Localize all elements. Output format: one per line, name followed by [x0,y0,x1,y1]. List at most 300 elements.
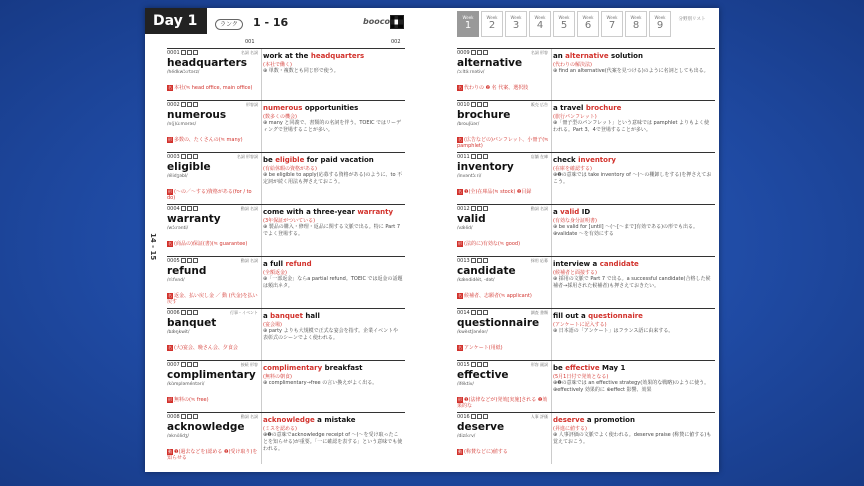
pronunciation: /vǽlid/ [457,226,473,231]
week-label: Week [510,15,522,20]
meaning [457,241,549,247]
example-phrase [263,260,312,268]
example-phrase [553,312,643,320]
checkbox-icon[interactable] [483,102,488,107]
part-of-speech-badge: 動 [458,449,462,454]
day-title: Day 1 [145,8,207,34]
entry-row [457,360,715,412]
explanation: ⊕ 人事評価の文脈でよく使われる。deserve praise (称賛に値する)も覚えておこう。 [553,432,712,445]
checkbox-icon[interactable] [187,310,192,315]
checkbox-icon[interactable] [193,414,198,419]
entry-row [167,360,405,412]
pronunciation: /ɔːltə́ːrnətiv/ [457,70,485,75]
entry-row [457,48,715,100]
phrase-translation: (本社で働く) [263,62,292,68]
word-column [457,205,552,256]
phrase-column [553,101,715,152]
phrase-translation: (5月1日付で発効となる) [553,374,609,380]
week-number: 5 [560,20,568,31]
example-phrase [553,104,621,112]
phrase-translation: (アンケートに記入する) [553,322,607,328]
meaning-text: ❶(法律などが)発効[実施]される ❷効果的な [457,397,548,409]
phrase-column [263,257,405,308]
checkbox-icon[interactable] [193,258,198,263]
phrase-column [553,153,715,204]
entry-number: 0004 [167,206,198,212]
phrase-column [263,101,405,152]
meaning-text: (〜の／〜する)資格がある(for / to do) [167,189,252,201]
entry-row [457,308,715,360]
meaning-text: ❶(過去などを)認める ❷(受け取り)を知らせる [167,449,258,461]
pronunciation: /ríːfʌnd/ [167,278,185,283]
checkbox-icon[interactable] [483,50,488,55]
part-of-speech-badge: 形 [168,189,172,194]
explanation: ⊕ many と同義で、書類的の名詞を伴う。TOEIC ではリーディングで登場することが多い。 [263,120,402,133]
headword: alternative [457,57,523,69]
phrase-translation: (全額返金) [263,270,287,276]
phrase-column [553,257,715,308]
checkbox-icon[interactable] [187,206,192,211]
checkbox-icon[interactable] [471,362,476,367]
week-number: 2 [488,20,496,31]
meaning-text: 代わりの ❷ 名 代案、選択肢 [464,85,529,91]
phrase-translation: (在庫を確認する) [553,166,592,172]
phrase-translation: (昇進に値する) [553,426,587,432]
checkbox-icon[interactable] [187,154,192,159]
checkbox-icon[interactable] [471,206,476,211]
checkbox-icon[interactable] [187,102,192,107]
phrase-translation: (代わりの解決法) [553,62,592,68]
checkbox-icon[interactable] [193,362,198,367]
checkbox-icon[interactable] [471,258,476,263]
checkbox-icon[interactable] [181,362,186,367]
week-label: Week [558,15,570,20]
phrase-highlight: effective [565,364,600,372]
week-label: Week [486,15,498,20]
word-column [167,101,262,152]
checkbox-icon[interactable] [181,310,186,315]
word-column [457,309,552,360]
checkbox-icon[interactable] [187,258,192,263]
explanation: ⊕「冊子型のパンフレット」という意味では pamphlet よりもよく使われる。Part 3、4で登場することが多い。 [553,120,709,133]
week-number: 8 [632,20,640,31]
entry-number: 0005 [167,258,198,264]
headword: inventory [457,161,514,173]
headword: warranty [167,213,221,225]
entry-row [457,256,715,308]
phrase-highlight: valid [560,208,580,216]
explanation: ⊕ complimentary→free の言い換えがよく出る。 [263,380,378,386]
pronunciation: /kɑ̀mpləméntəri/ [167,382,205,387]
entry-number: 0014 [457,310,488,316]
phrase-pre: a [553,208,561,216]
part-of-speech-badge: 名 [168,241,172,246]
meaning-text: 候補者、志願者(≒ applicant) [464,293,532,299]
entry-number: 0002 [167,102,198,108]
entry-number: 0008 [167,414,198,420]
entry-row [167,48,405,100]
headword: effective [457,369,509,381]
entry-category: 名詞 名詞 [240,50,258,55]
example-phrase [263,364,362,372]
checkbox-icon[interactable] [193,154,198,159]
headword: refund [167,265,207,277]
phrase-pre: an [553,52,566,60]
phrase-translation: (旅行パンフレット) [553,114,597,120]
example-phrase [263,416,355,424]
checkbox-icon[interactable] [193,102,198,107]
explanation: ⊕「一部返金」ならa partial refund。TOEIC では返金の話題は頻出ネタ。 [263,276,403,289]
entry-number: 0011 [457,154,488,160]
explanation: ⊕❷の意味では an effective strategy(効果的な戦略)のように使う。 ⊕effectively 効果的に ⊕effect 影響、効果 [553,380,710,393]
meaning-text: ❶(全)在庫品(≒ stock) ❷目録 [464,189,532,195]
phrase-translation: (3年保証がついている) [263,218,316,224]
checkbox-icon[interactable] [483,310,488,315]
entry-category: 動詞 名詞 [530,206,548,211]
meaning [457,293,549,299]
meaning [457,137,549,149]
checkbox-icon[interactable] [471,154,476,159]
pronunciation: /wɔ́ːrənti/ [167,226,189,231]
checkbox-icon[interactable] [477,414,482,419]
word-column [457,153,552,204]
week-label: Week [582,15,594,20]
phrase-column [553,413,715,464]
meaning [167,345,259,351]
phrase-pre: check [553,156,579,164]
pronunciation: /élidʒəbl/ [167,174,188,179]
meaning-text: (大)宴会、晩さん会、夕食会 [174,345,238,351]
checkbox-icon[interactable] [193,206,198,211]
phrase-translation: (候補者と面接する) [553,270,597,276]
phrase-post: solution [608,52,643,60]
checkbox-icon[interactable] [471,50,476,55]
word-range: 1 - 16 [253,16,289,29]
headword: complimentary [167,369,256,381]
checkbox-icon[interactable] [483,362,488,367]
example-phrase [553,156,616,164]
entry-list-right [457,48,715,464]
tab-week-4[interactable] [529,11,551,37]
word-column [457,413,552,464]
entry-row [167,308,405,360]
part-of-speech-badge: 形 [458,241,462,246]
checkbox-icon[interactable] [477,206,482,211]
pronunciation: /ínvəntɔ̀ːri/ [457,174,482,179]
phrase-translation: (ミスを認める) [263,426,297,432]
entry-number: 0010 [457,102,488,108]
part-of-speech-badge: 形 [458,397,462,402]
part-of-speech-badge: 名 [168,293,172,298]
entry-number: 0016 [457,414,488,420]
meaning [167,241,259,247]
entry-category: 名詞 形容 [530,50,548,55]
phrase-highlight: eligible [275,156,305,164]
meaning [167,293,259,305]
entry-row [167,100,405,152]
entry-number: 0015 [457,362,488,368]
entry-row [457,204,715,256]
headword: candidate [457,265,516,277]
part-of-speech-badge: 形 [168,397,172,402]
explanation: ⊕ party よりも大規模で正式な宴会を指す。企業イベントや表彰式のシーンでよく使われる。 [263,328,399,341]
meaning-text: (商品の)保証(書)(≒ guarantee) [174,241,248,247]
headword: banquet [167,317,217,329]
checkbox-icon[interactable] [187,50,192,55]
explanation: ⊕❷の意味では take inventory of 〜(〜の棚卸しをする)を押さえておこう。 [553,172,712,185]
week-number: 3 [512,20,520,31]
entry-number: 0009 [457,50,488,56]
phrase-highlight: complimentary [263,364,323,372]
phrase-column [263,361,405,412]
pronunciation: /iféktiv/ [457,382,474,387]
phrase-post: for paid vacation [304,156,374,164]
phrase-pre: interview a [553,260,600,268]
checkbox-icon[interactable] [193,50,198,55]
pronunciation: /əknɑ́lidʒ/ [167,434,190,439]
entry-row [457,152,715,204]
meaning [457,189,549,195]
tab-week-2[interactable] [481,11,503,37]
phrase-post: breakfast [322,364,363,372]
part-of-speech-badge: 名 [458,85,462,90]
phrase-highlight: alternative [565,52,609,60]
entry-category: 形容 副詞 [530,362,548,367]
entry-number: 0012 [457,206,488,212]
meaning [167,397,259,403]
example-phrase [263,312,320,320]
phrase-pre: be [263,156,276,164]
explanation: ⊕ 単数・複数とも同じ形で使う。 [263,68,339,74]
phrase-post: a mistake [314,416,356,424]
phrase-pre: a [263,312,271,320]
tab-week-9[interactable] [649,11,671,37]
meaning [457,345,549,351]
entry-category: 動詞 名詞 [240,258,258,263]
review-list-tab[interactable]: 分野別リスト [678,17,706,22]
entry-category: 行事・イベント [230,310,258,315]
entry-number: 0007 [167,362,198,368]
explanation: ⊕ 日本語の「アンケート」はフランス語に由来する。 [553,328,674,334]
part-of-speech-badge: 形 [168,137,172,142]
pronunciation: /dizə́ːrv/ [457,434,476,439]
example-phrase [553,416,635,424]
checkbox-icon[interactable] [471,414,476,419]
checkbox-icon[interactable] [471,310,476,315]
explanation: ⊕ find an alternative(代案を見つける)のように名詞としても出る。 [553,68,709,74]
checkbox-icon[interactable] [483,258,488,263]
entry-category: 形容詞 [246,102,258,107]
checkbox-icon[interactable] [477,258,482,263]
checkbox-icon[interactable] [181,258,186,263]
phrase-pre: work at the [263,52,311,60]
phrase-post: hall [302,312,320,320]
meaning-text: (法的に)有効な(≒ good) [464,241,521,247]
example-phrase [263,208,393,216]
word-column [167,361,262,412]
word-column [457,361,552,412]
entry-number: 0003 [167,154,198,160]
checkbox-icon[interactable] [477,154,482,159]
phrase-column [263,49,405,100]
phrase-column [553,361,715,412]
checkbox-icon[interactable] [477,50,482,55]
meaning-text: 多数の、たくさんの(≒ many) [174,137,243,143]
word-column [457,257,552,308]
meaning [457,449,549,455]
checkbox-icon[interactable] [193,310,198,315]
pronunciation: /kǽndidèit, -dət/ [457,278,495,283]
right-page [457,8,715,472]
phrase-translation: (数多くの機会) [263,114,297,120]
phrase-highlight: brochure [585,104,622,112]
meaning-text: 返金、払い戻し金 ／ 動 (代金)を払い戻す [167,293,258,305]
tab-week-6[interactable] [577,11,599,37]
page-ref-right: 002 [391,39,401,45]
entry-category: 店舗 在庫 [530,154,548,159]
tab-week-8[interactable] [625,11,647,37]
meaning-text: 本社(≒ head office, main office) [174,85,253,91]
phrase-translation: (有効な身分証明書) [553,218,597,224]
phrase-column [263,205,405,256]
explanation: ⊕ be valid for [until] 〜(〜[〜まで]有効である)の形でも出る。 ⊕validate 〜を有効にする [553,224,699,237]
phrase-highlight: headquarters [310,52,365,60]
checkbox-icon[interactable] [483,154,488,159]
pronunciation: /n(j)úːmərəs/ [167,122,197,127]
phrase-highlight: candidate [599,260,639,268]
page-ref-left: 001 [245,39,255,45]
checkbox-icon[interactable] [181,154,186,159]
phrase-post: ID [579,208,591,216]
word-column [167,153,262,204]
phrase-translation: (無料の朝食) [263,374,292,380]
explanation: ⊕ 製品の購入・修理・返品に関する文脈で出る。特に Part 7 でよく登場する。 [263,224,401,237]
word-column [167,49,262,100]
word-column [167,205,262,256]
phrase-highlight: acknowledge [263,416,315,424]
phrase-pre: come with a three-year [263,208,358,216]
example-phrase [263,156,374,164]
checkbox-icon[interactable] [187,362,192,367]
example-phrase [263,104,358,112]
page-numbers: 14 - 15 [149,233,157,261]
week-label: Week [462,15,474,20]
part-of-speech-badge: 名 [168,85,172,90]
entry-number: 0006 [167,310,198,316]
checkbox-icon[interactable] [477,362,482,367]
phrase-translation: (宴会場) [263,322,282,328]
phrase-pre: be [553,364,566,372]
qr-code-icon[interactable] [390,15,404,29]
book-spread [145,8,719,472]
phrase-highlight: numerous [263,104,303,112]
entry-category: 販売 広告 [530,102,548,107]
meaning [457,85,549,91]
phrase-pre: fill out a [553,312,589,320]
pronunciation: /brouʃúər/ [457,122,480,127]
phrase-highlight: banquet [270,312,303,320]
entry-row [167,204,405,256]
word-column [167,309,262,360]
entry-list-left [167,48,405,464]
phrase-post: a promotion [584,416,635,424]
week-label: Week [654,15,666,20]
entry-row [167,256,405,308]
checkbox-icon[interactable] [181,206,186,211]
checkbox-icon[interactable] [187,414,192,419]
phrase-highlight: questionnaire [588,312,643,320]
headword: questionnaire [457,317,540,329]
phrase-column [553,205,715,256]
tab-week-3[interactable] [505,11,527,37]
explanation: ⊕ 採用の文脈で Part 7 で出る。a successful candidate(合格した候補者→採用された候補者)も押さえておきたい。 [553,276,711,289]
week-number: 4 [536,20,544,31]
entry-row [167,152,405,204]
phrase-pre: a travel [553,104,586,112]
part-of-speech-badge: 名 [458,137,462,142]
example-phrase [553,208,590,216]
phrase-translation: (有給休暇の資格がある) [263,166,317,172]
meaning [167,189,259,201]
headword: eligible [167,161,211,173]
entry-number: 0001 [167,50,198,56]
rank-badge: ランク [215,19,243,30]
phrase-column [263,413,405,464]
entry-category: 採用 応募 [530,258,548,263]
entry-row [167,412,405,464]
tab-week-7[interactable] [601,11,623,37]
phrase-post: May 1 [599,364,626,372]
checkbox-icon[interactable] [483,206,488,211]
word-column [167,413,262,464]
example-phrase [553,52,643,60]
entry-row [457,412,715,464]
meaning-text: 無料の(≒ free) [174,397,209,403]
checkbox-icon[interactable] [181,414,186,419]
entry-category: 動詞 名詞 [240,206,258,211]
checkbox-icon[interactable] [477,102,482,107]
headword: valid [457,213,486,225]
headword: deserve [457,421,505,433]
meaning [457,397,549,409]
checkbox-icon[interactable] [477,310,482,315]
word-column [167,257,262,308]
week-tabs [457,8,715,40]
entry-row [457,100,715,152]
week-number: 1 [464,20,472,31]
tab-week-5[interactable] [553,11,575,37]
phrase-pre: a full [263,260,286,268]
phrase-column [263,309,405,360]
phrase-column [553,309,715,360]
checkbox-icon[interactable] [181,102,186,107]
week-number: 7 [608,20,616,31]
headword: brochure [457,109,511,121]
tab-week-1[interactable] [457,11,479,37]
week-label: Week [630,15,642,20]
pronunciation: /kwèstʃənéər/ [457,330,488,335]
week-label: Week [534,15,546,20]
left-page [145,8,407,472]
part-of-speech-badge: 名 [458,345,462,350]
entry-category: 動詞 名詞 [240,414,258,419]
checkbox-icon[interactable] [181,50,186,55]
part-of-speech-badge: 名 [168,345,172,350]
example-phrase [263,52,364,60]
checkbox-icon[interactable] [471,102,476,107]
part-of-speech-badge: 動 [168,449,172,454]
checkbox-icon[interactable] [483,414,488,419]
